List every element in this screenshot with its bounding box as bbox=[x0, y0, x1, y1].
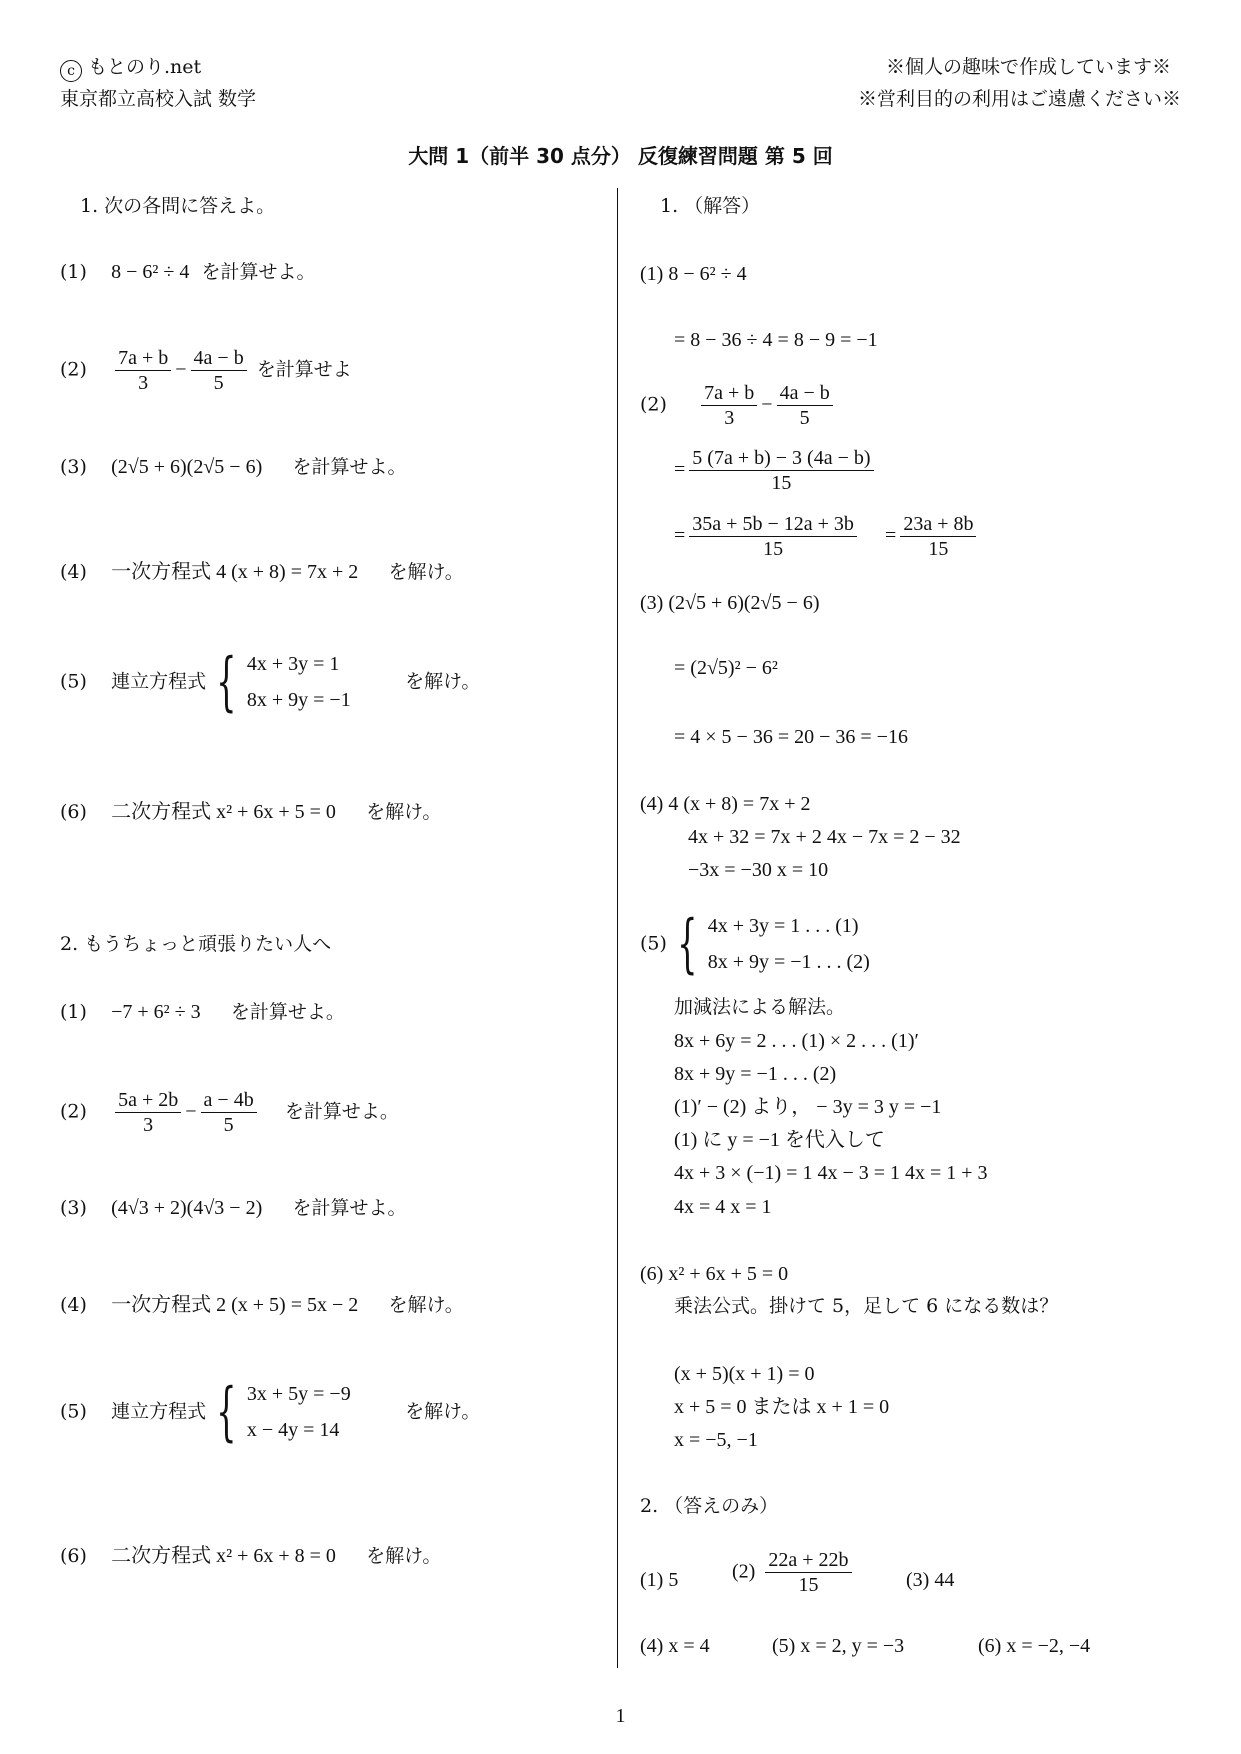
answer-5-line-1: 加減法による解法。 bbox=[674, 996, 846, 1018]
answer-4-question: (4) 4 (x + 8) = 7x + 2 bbox=[640, 793, 811, 815]
short-answer-6: (6) x = −2, −4 bbox=[978, 1635, 1091, 1657]
copyright-icon: c bbox=[60, 60, 82, 82]
section-1-heading: 1. 次の各問に答えよ。 bbox=[80, 195, 276, 217]
answer-3-question: (3) (2√5 + 6)(2√5 − 6) bbox=[640, 592, 820, 614]
short-answer-2: (2) $\frac{22a + 22b}{15}$ bbox=[732, 1550, 856, 1595]
column-divider bbox=[617, 188, 618, 1668]
page-number: 1 bbox=[615, 1705, 626, 1727]
answer-2-step-1: = $\frac{5 (7a + b) - 3 (4a - b)}{15}$ bbox=[674, 448, 878, 493]
extra-question-5: (5) 連立方程式 { 3x + 5y = −9 x − 4y = 14 を解け。 bbox=[60, 1375, 481, 1449]
answer-6-line-2: (x + 5)(x + 1) = 0 bbox=[674, 1363, 815, 1385]
section-2-heading: 2. もうちょっと頑張りたい人へ bbox=[60, 933, 332, 955]
note-personal: ※個人の趣味で作成しています※ bbox=[885, 56, 1171, 78]
extra-question-3: (3) (4√3 + 2)(4√3 − 2) を計算せよ。 bbox=[60, 1197, 407, 1219]
page-title: 大問 1（前半 30 点分） 反復練習問題 第 5 回 bbox=[408, 144, 833, 168]
answer-5-line-7: 4x = 4 x = 1 bbox=[674, 1196, 772, 1218]
answer-6-line-1: 乗法公式。掛けて 5，足して 6 になる数は？ bbox=[674, 1295, 1059, 1317]
answer-1-solution: = 8 − 36 ÷ 4 = 8 − 9 = −1 bbox=[674, 329, 878, 351]
answer-3-step-1: = (2√5)² − 6² bbox=[674, 657, 778, 679]
short-answer-3: (3) 44 bbox=[906, 1569, 955, 1591]
answer-6-line-4: x = −5, −1 bbox=[674, 1429, 758, 1451]
short-answer-5: (5) x = 2, y = −3 bbox=[772, 1635, 905, 1657]
question-2: (2) $\frac{7a + b}{3}$ − $\frac{4a - b}{5}$ を計算せよ bbox=[60, 347, 352, 394]
answer-1-question: (1) 8 − 6² ÷ 4 bbox=[640, 263, 747, 285]
extra-question-2: (2) $\frac{5a + 2b}{3}$ − $\frac{a - 4b}{5}$ を計算せよ。 bbox=[60, 1089, 399, 1136]
answer-5-line-6: 4x + 3 × (−1) = 1 4x − 3 = 1 4x = 1 + 3 bbox=[674, 1162, 988, 1184]
question-3: (3) (2√5 + 6)(2√5 − 6) を計算せよ。 bbox=[60, 456, 407, 478]
short-answer-1: (1) 5 bbox=[640, 1569, 679, 1591]
answers-only-heading: 2. （答えのみ） bbox=[640, 1495, 779, 1517]
brand: もとのり.net bbox=[88, 56, 202, 78]
equation-system: { 4x + 3y = 1 8x + 9y = −1 bbox=[216, 645, 351, 719]
extra-question-6: (6) 二次方程式 x² + 6x + 8 = 0 を解け。 bbox=[60, 1545, 442, 1567]
question-6: (6) 二次方程式 x² + 6x + 5 = 0 を解け。 bbox=[60, 801, 442, 823]
answer-4-step-2: −3x = −30 x = 10 bbox=[688, 859, 829, 881]
answer-5-line-5: (1) に y = −1 を代入して bbox=[674, 1129, 885, 1151]
answer-4-step-1: 4x + 32 = 7x + 2 4x − 7x = 2 − 32 bbox=[688, 826, 961, 848]
extra-question-4: (4) 一次方程式 2 (x + 5) = 5x − 2 を解け。 bbox=[60, 1294, 464, 1316]
answer-6-question: (6) x² + 6x + 5 = 0 bbox=[640, 1263, 789, 1285]
doc-subtitle: 東京都立高校入試 数学 bbox=[60, 88, 257, 110]
answer-6-line-3: x + 5 = 0 または x + 1 = 0 bbox=[674, 1396, 890, 1418]
answer-5-line-3: 8x + 9y = −1 . . . (2) bbox=[674, 1063, 837, 1085]
note-noncommercial: ※営利目的の利用はご遠慮ください※ bbox=[857, 88, 1181, 110]
answer-5-system: (5) { 4x + 3y = 1 . . . (1) 8x + 9y = −1 . . . (2) bbox=[640, 907, 870, 981]
answer-2-step-2: = $\frac{35a + 5b - 12a + 3b}{15}$ = $\frac{23a + 8b}{15}$ bbox=[674, 514, 980, 559]
brand-line bbox=[60, 58, 201, 82]
answers-heading: 1. （解答） bbox=[660, 195, 761, 217]
question-5: (5) 連立方程式 { 4x + 3y = 1 8x + 9y = −1 を解け。 bbox=[60, 645, 481, 719]
answer-3-step-2: = 4 × 5 − 36 = 20 − 36 = −16 bbox=[674, 726, 908, 748]
equation-system: { 3x + 5y = −9 x − 4y = 14 bbox=[216, 1375, 351, 1449]
question-4: (4) 一次方程式 4 (x + 8) = 7x + 2 を解け。 bbox=[60, 561, 464, 583]
question-1: (1) 8 − 6² ÷ 4 を計算せよ。 bbox=[60, 261, 316, 283]
answer-5-line-2: 8x + 6y = 2 . . . (1) × 2 . . . (1)′ bbox=[674, 1030, 919, 1052]
extra-question-1: (1) −7 + 6² ÷ 3 を計算せよ。 bbox=[60, 1001, 345, 1023]
answer-5-line-4: (1)′ − (2) より， − 3y = 3 y = −1 bbox=[674, 1096, 942, 1118]
answer-2-question: (2) $\frac{7a + b}{3}$ − $\frac{4a - b}{5}$ bbox=[640, 383, 837, 428]
short-answer-4: (4) x = 4 bbox=[640, 1635, 710, 1657]
